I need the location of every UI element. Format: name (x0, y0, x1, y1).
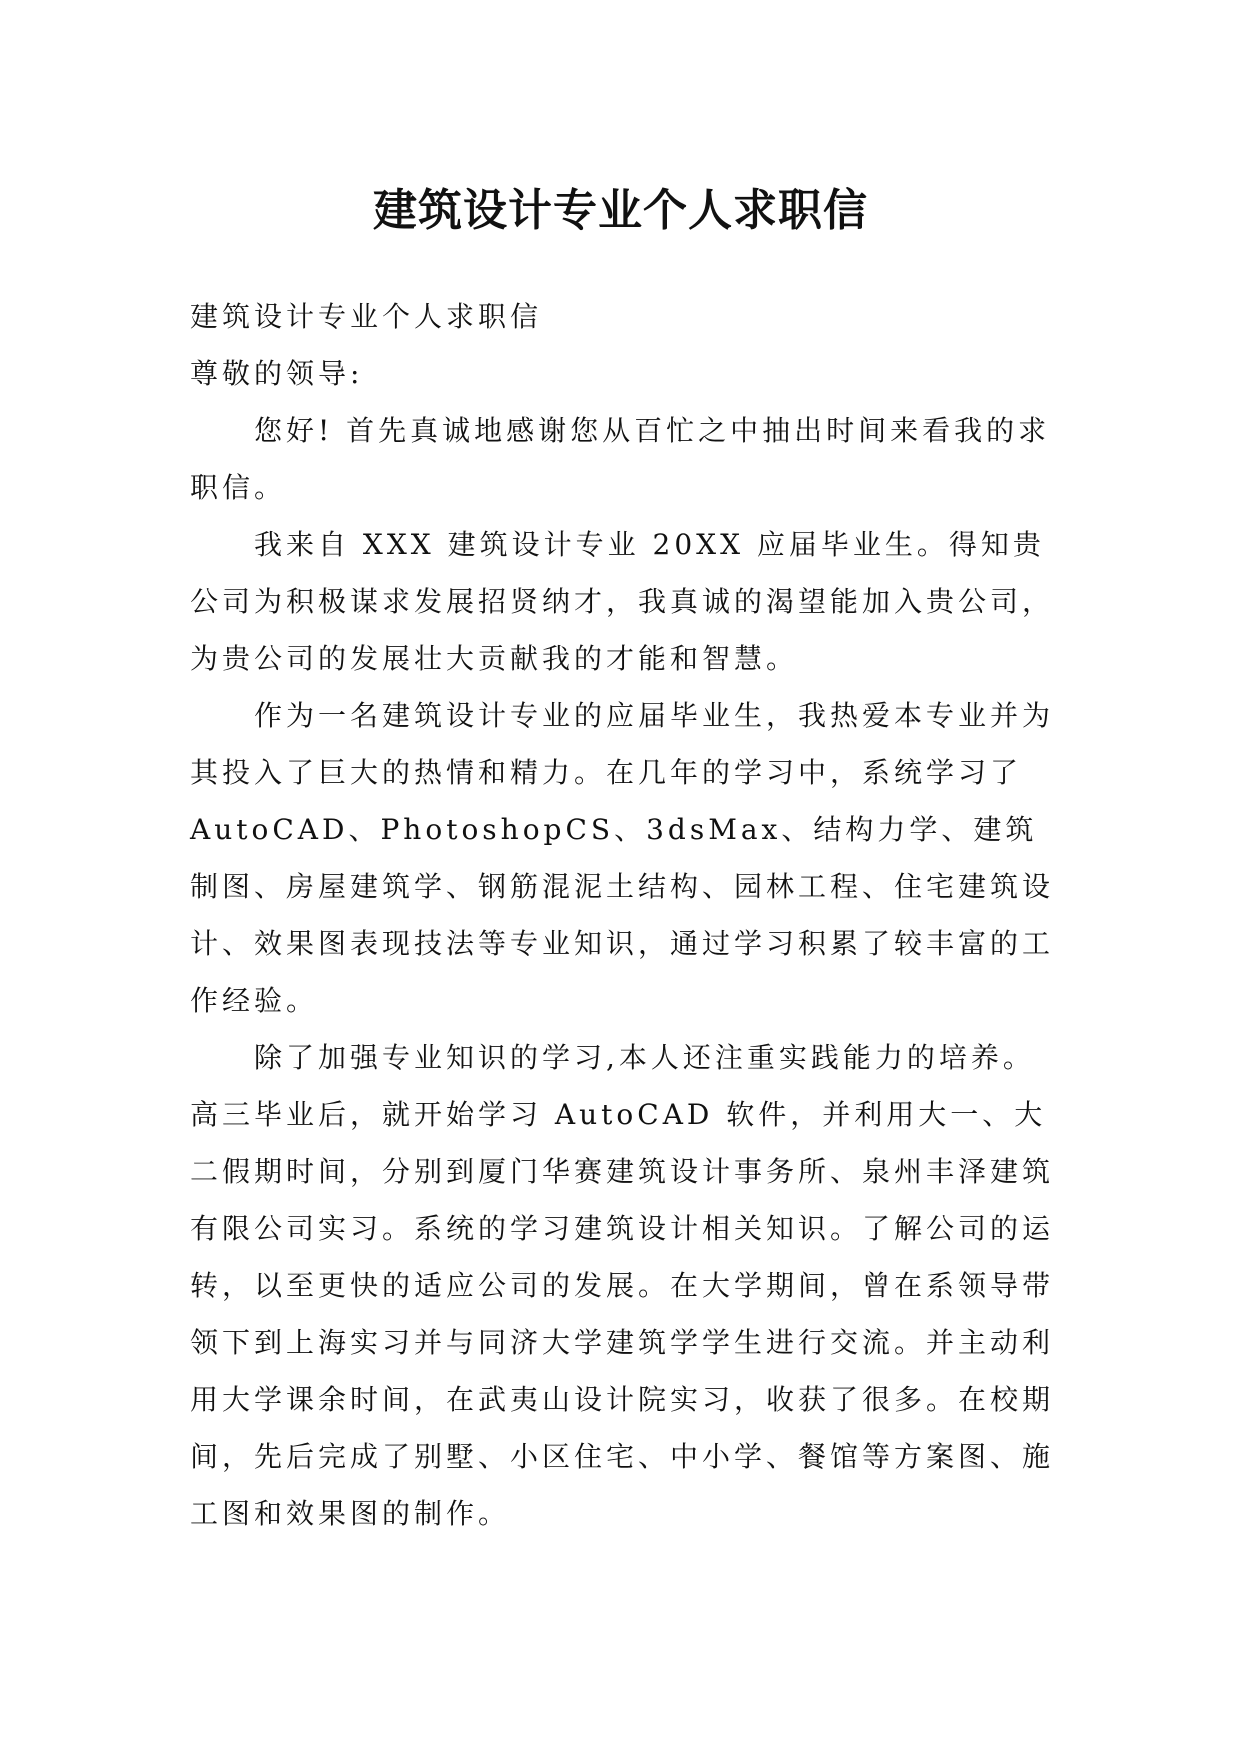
document-body (190, 288, 1060, 1542)
document-title: 建筑设计专业个人求职信 (373, 185, 868, 237)
paragraph-skills: 作为一名建筑设计专业的应届毕业生，我热爱本专业并为其投入了巨大的热情和精力。在几年的学习中，系统学习了 AutoCAD、PhotoshopCS、3dsMax、结构力学、建筑制图、房屋建筑学、钢筋混泥土结构、园林工程、住宅建筑设计、效果图表现技法等专业知识，通过学习积累了较丰富的工作经验。 (190, 699, 1055, 1017)
salutation: 尊敬的领导: (190, 357, 364, 390)
paragraph-experience: 除了加强专业知识的学习,本人还注重实践能力的培养。高三毕业后，就开始学习 AutoCAD 软件，并利用大一、大二假期时间，分别到厦门华赛建筑设计事务所、泉州丰泽建筑有限公司实习。系统的学习建筑设计相关知识。了解公司的运转，以至更快的适应公司的发展。在大学期间，曾在系领导带领下到上海实习并与同济大学建筑学学生进行交流。并主动利用大学课余时间，在武夷山设计院实习，收获了很多。在校期间，先后完成了别墅、小区住宅、中小学、餐馆等方案图、施工图和效果图的制作。 (190, 1041, 1055, 1530)
paragraph-introduction: 我来自 XXX 建筑设计专业 20XX 应届毕业生。得知贵公司为积极谋求发展招贤纳才，我真诚的渴望能加入贵公司，为贵公司的发展壮大贡献我的才能和智慧。 (190, 528, 1055, 675)
paragraph-greeting: 您好! 首先真诚地感谢您从百忙之中抽出时间来看我的求职信。 (190, 414, 1051, 504)
document-subtitle: 建筑设计专业个人求职信 (190, 300, 543, 333)
